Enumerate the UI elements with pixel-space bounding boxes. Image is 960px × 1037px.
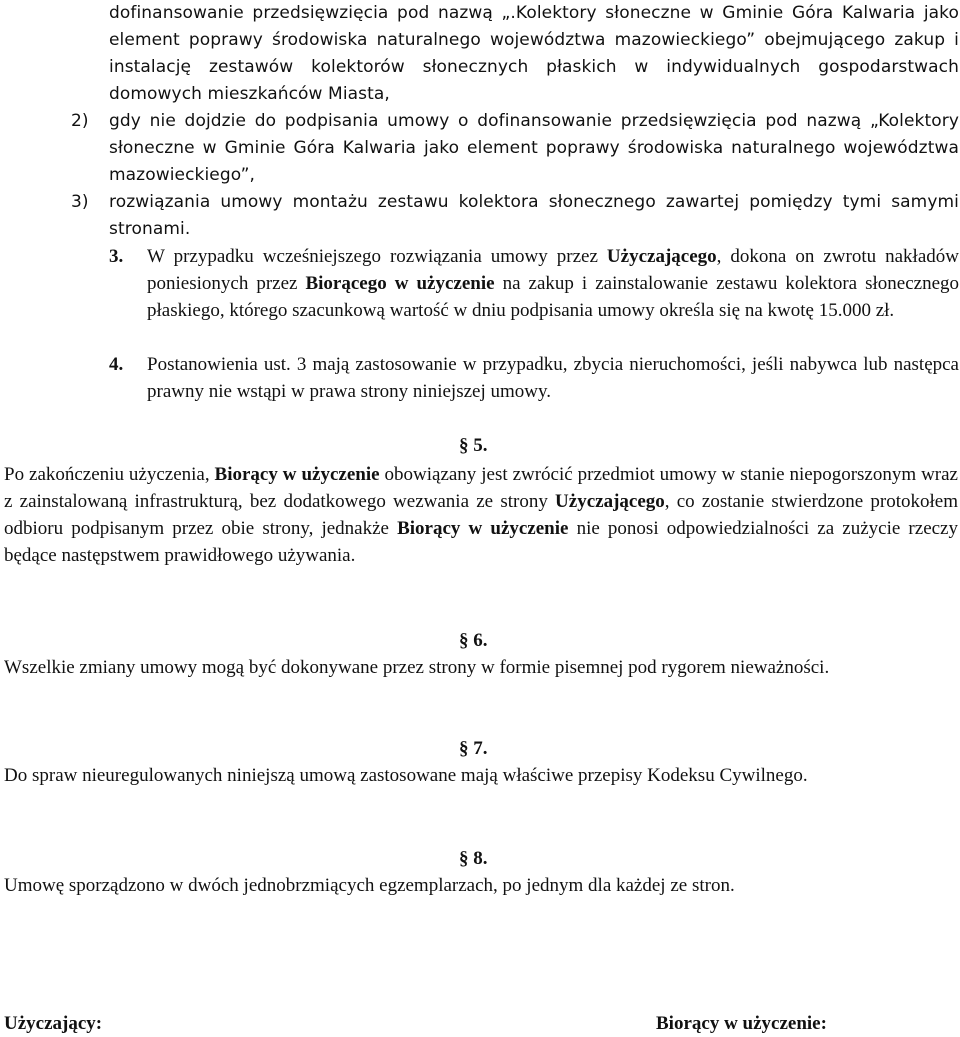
list-item-number: 2) (71, 111, 89, 131)
point-3 (109, 243, 959, 324)
list-item-3 (71, 189, 959, 243)
section-6-heading: § 6. (459, 630, 488, 651)
signature-lender-label: Użyczający: (4, 1013, 103, 1034)
section-5-text-d: nie ponosi odpowiedzialności za zużycie rzeczy będące następstwem prawidłowego używania. (4, 518, 958, 566)
list-item-text: rozwiązania umowy montażu zestawu kolektora słonecznego zawartej pomiędzy tymi samymi stronami. (109, 192, 959, 239)
section-5-bold-c: Biorący w użyczenie (397, 518, 569, 539)
section-7-heading: § 7. (459, 738, 488, 759)
point-3-text-c: na zakup i zainstalowanie zestawu kolektora słonecznego płaskiego, którego szacunkową wartość w dniu podpisania umowy określa się na kwotę 15.000 zł. (147, 273, 960, 321)
section-7-paragraph (4, 762, 958, 789)
section-8-heading: § 8. (459, 848, 488, 869)
section-8-paragraph (4, 872, 958, 899)
point-4-text: Postanowienia ust. 3 mają zastosowanie w przypadku, zbycia nieruchomości, jeśli nabywca lub następca prawny nie wstąpi w prawa strony niniejszej umowy. (147, 354, 959, 402)
point-number: 3. (109, 246, 124, 267)
signature-borrower-label: Biorący w użyczenie: (656, 1013, 827, 1034)
intro-text: dofinansowanie przedsięwzięcia pod nazwą „.Kolektory słoneczne w Gminie Góra Kalwaria jako element poprawy środowiska naturalnego województwa mazowieckiego” obejmującego zakup i instalację zestawów kolektorów słonecznych płaskich w indywidualnych gospodarstwach domowych mieszkańców Miasta, (109, 3, 959, 104)
point-3-text-a: W przypadku wcześniejszego rozwiązania umowy przez (147, 246, 607, 267)
section-6-paragraph (4, 654, 958, 681)
list-item-number: 3) (71, 192, 89, 212)
point-3-bold-b: Biorącego w użyczenie (305, 273, 495, 294)
section-5-text-a: Po zakończeniu użyczenia, (4, 464, 215, 485)
section-8-text: Umowę sporządzono w dwóch jednobrzmiących egzemplarzach, po jednym dla każdej ze stron. (4, 875, 735, 896)
list-item (71, 108, 959, 189)
section-5-bold-a: Biorący w użyczenie (214, 464, 380, 485)
section-5-text-c: , co zostanie stwierdzone protokołem odbioru podpisanym przez obie strony, jednakże (4, 491, 958, 539)
list-item (71, 189, 959, 243)
section-6-text: Wszelkie zmiany umowy mogą być dokonywane przez strony w formie pisemnej pod rygorem nieważności. (4, 657, 830, 678)
section-5-paragraph (4, 461, 958, 569)
point-3-bold-a: Użyczającego (606, 246, 717, 267)
point-3-text-b: , dokona on zwrotu nakładów poniesionych przez (147, 246, 959, 294)
point-3-paragraph (109, 243, 959, 324)
section-7-text: Do spraw nieuregulowanych niniejszą umową zastosowane mają właściwe przepisy Kodeksu Cywilnego. (4, 765, 808, 786)
list-item-2 (71, 108, 959, 189)
point-4 (109, 351, 959, 405)
list-item-text: gdy nie dojdzie do podpisania umowy o dofinansowanie przedsięwzięcia pod nazwą „Kolektory słoneczne w Gminie Góra Kalwaria jako element poprawy środowiska naturalnego województwa mazowieckiego”, (109, 111, 959, 185)
point-4-paragraph (109, 351, 959, 405)
point-number: 4. (109, 354, 124, 375)
section-5-heading: § 5. (459, 435, 488, 456)
section-5-text-b: obowiązany jest zwrócić przedmiot umowy w stanie niepogorszonym wraz z zainstalowaną infrastrukturą, bez dodatkowego wezwania ze strony (4, 464, 958, 512)
intro-paragraph (109, 0, 959, 108)
section-5-bold-b: Użyczającego (555, 491, 665, 512)
